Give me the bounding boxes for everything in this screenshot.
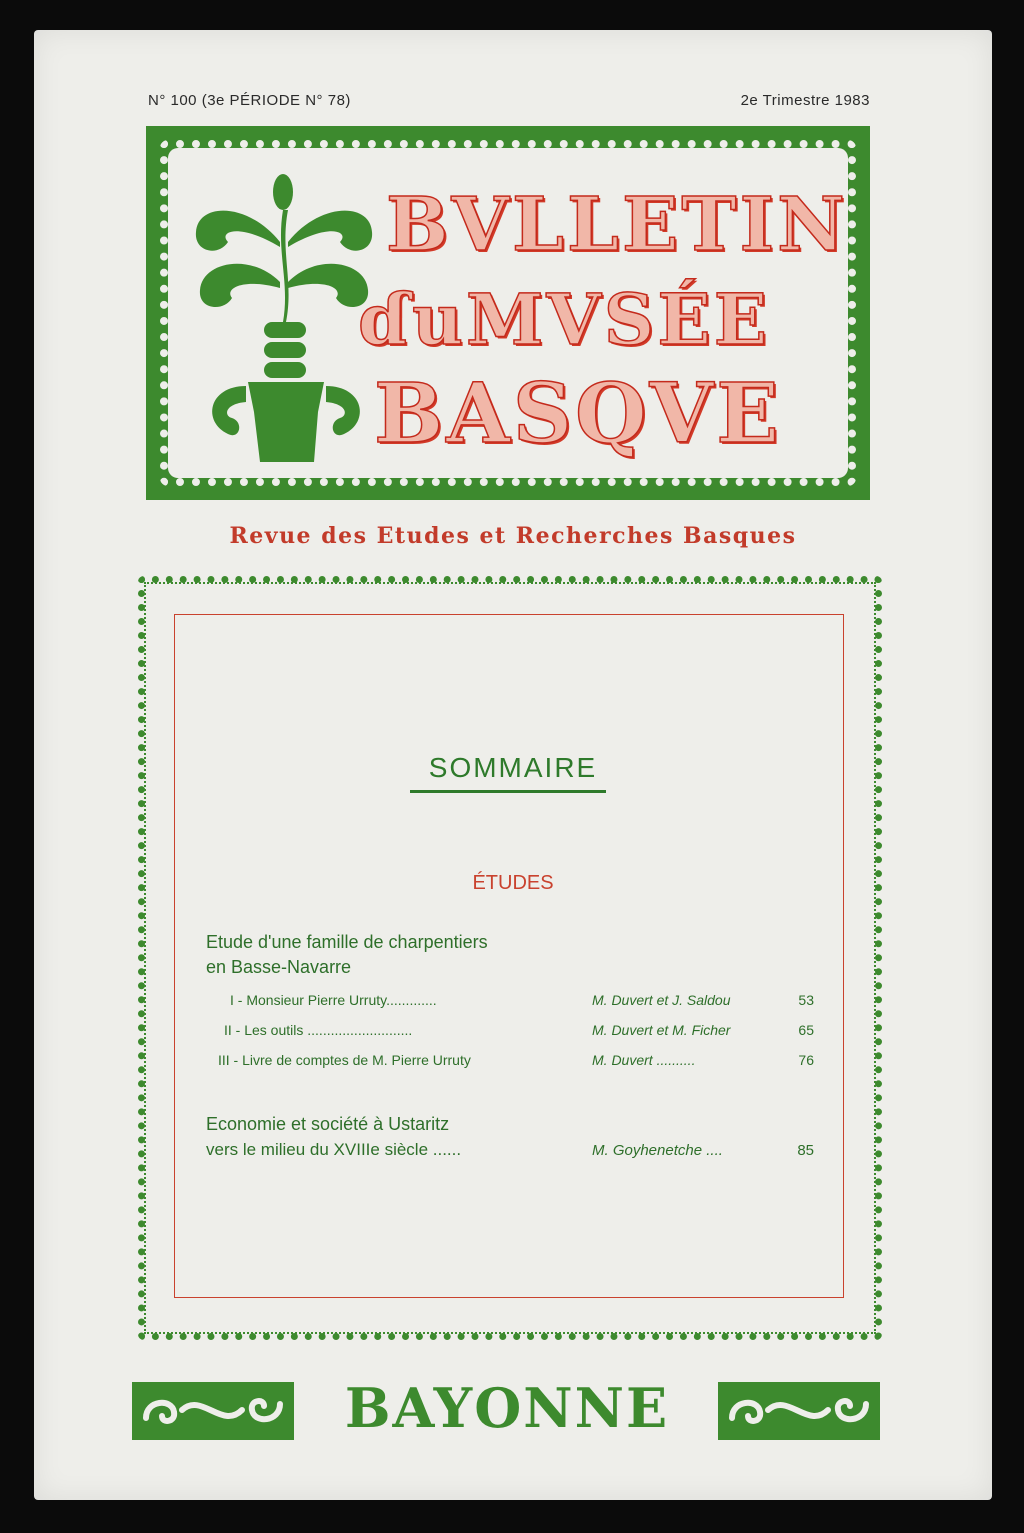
contents-heading-underline [410,790,606,793]
toc-entry-author: M. Duvert .......... [592,1052,696,1068]
footer-banner [132,1376,880,1448]
article-2-title-line1: Economie et société à Ustaritz [206,1114,450,1134]
toc-entry-label: II - Les outils ........................... [224,1022,413,1038]
article-1-title [206,930,488,980]
toc-entry-label: III - Livre de comptes de M. Pierre Urruty [218,1052,471,1068]
masthead-title-du-musee: ɗuMVSÉE [358,278,771,361]
toc-entry-page: 65 [798,1022,814,1038]
article-2-title [206,1112,449,1137]
masthead-title-basque: BASQVE [374,366,782,462]
toc-entry [206,1140,814,1162]
cover-page [34,30,992,1500]
scroll-ornament-left-icon [132,1382,294,1440]
toc-entry-page: 85 [797,1142,814,1159]
issue-quarter: 2e Trimestre 1983 [740,92,870,109]
toc-entry-author: M. Goyhenetche .... [592,1142,723,1159]
masthead-panel [168,148,848,478]
city-name: BAYONNE [344,1376,670,1440]
toc-entry [206,1022,814,1044]
issue-number: N° 100 (3e PÉRIODE N° 78) [148,92,351,109]
masthead-title-bulletin: BVLLETIN [386,182,848,268]
section-heading: ÉTUDES [472,872,554,894]
toc-entry-label: I - Monsieur Pierre Urruty............. [230,992,437,1008]
toc-entry-page: 53 [798,992,814,1008]
scroll-ornament-right-icon [718,1382,880,1440]
toc-entry [206,1052,814,1074]
masthead [146,126,870,500]
toc-entry-author: M. Duvert et M. Ficher [592,1022,731,1038]
toc-entry-page: 76 [798,1052,814,1068]
contents-heading: SOMMAIRE [428,752,598,783]
article-2-title-line2: vers le milieu du XVIIIe siècle ...... [206,1140,462,1159]
journal-subtitle: Revue des Etudes et Recherches Basques [229,523,797,549]
article-1-title-line2: en Basse-Navarre [206,957,352,977]
toc-entry-author: M. Duvert et J. Saldou [592,992,731,1008]
toc-entry [206,992,814,1014]
article-1-title-line1: Etude d'une famille de charpentiers [206,932,488,952]
